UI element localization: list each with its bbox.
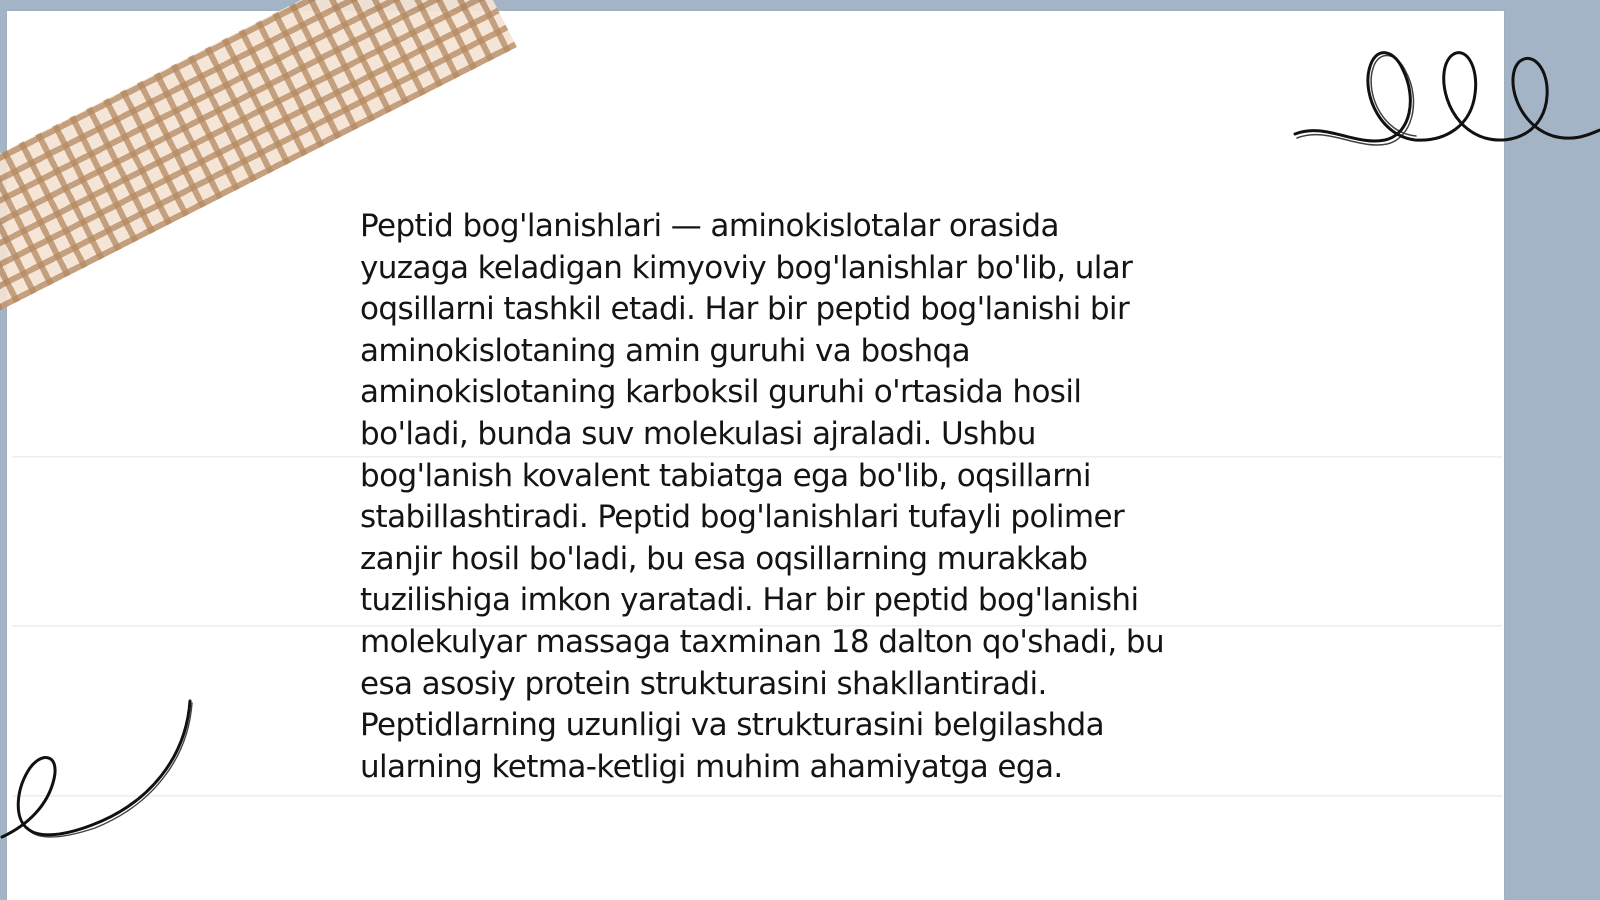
paragraph-line: aminokislotaning amin guruhi va boshqa bbox=[360, 332, 970, 369]
check-swirl-icon bbox=[0, 695, 200, 845]
paragraph-line: ularning ketma-ketligi muhim ahamiyatga ega. bbox=[360, 748, 1063, 785]
paragraph-line: oqsillarni tashkil etadi. Har bir peptid bog'lanishi bir bbox=[360, 291, 1130, 328]
paragraph-line: bog'lanish kovalent tabiatga ega bo'lib, oqsillarni bbox=[360, 457, 1091, 494]
paragraph-line: yuzaga keladigan kimyoviy bog'lanishlar bo'lib, ular bbox=[360, 249, 1133, 286]
paper-fold-line bbox=[12, 795, 1502, 797]
loop-scribble-icon bbox=[1285, 30, 1600, 165]
paragraph-line: tuzilishiga imkon yaratadi. Har bir peptid bog'lanishi bbox=[360, 582, 1139, 619]
paragraph-line: esa asosiy protein strukturasini shakllantiradi. bbox=[360, 665, 1047, 702]
paragraph-line: molekulyar massaga taxminan 18 dalton qo'shadi, bu bbox=[360, 623, 1165, 660]
paragraph-line: aminokislotaning karboksil guruhi o'rtasida hosil bbox=[360, 374, 1082, 411]
paragraph-line: Peptid bog'lanishlari — aminokislotalar orasida bbox=[360, 208, 1059, 244]
paragraph-line: zanjir hosil bo'ladi, bu esa oqsillarning murakkab bbox=[360, 540, 1088, 577]
paragraph-line: Peptidlarning uzunligi va strukturasini belgilashda bbox=[360, 707, 1105, 744]
paragraph-line: bo'ladi, bunda suv molekulasi ajraladi. Ushbu bbox=[360, 415, 1036, 452]
main-paragraph bbox=[360, 206, 1260, 788]
paragraph-line: stabillashtiradi. Peptid bog'lanishlari tufayli polimer bbox=[360, 499, 1125, 536]
